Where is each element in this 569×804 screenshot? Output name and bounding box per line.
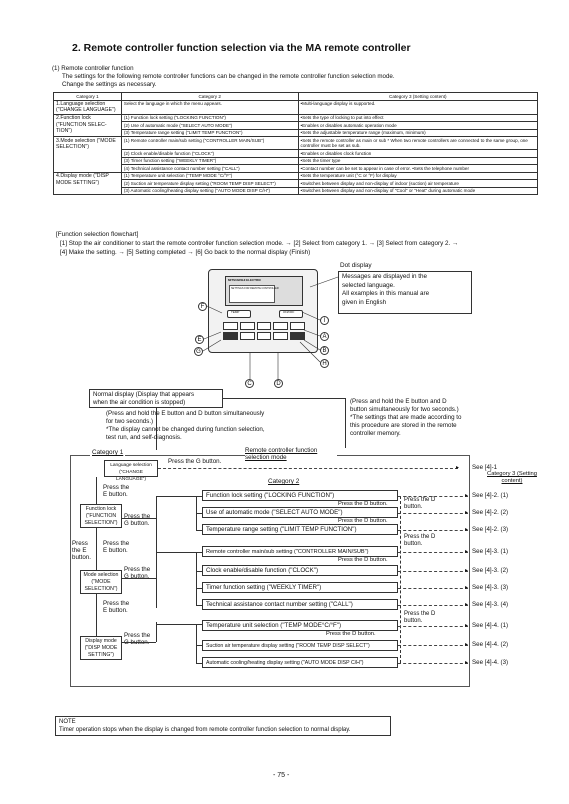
callout-a: A <box>320 332 329 341</box>
dot-display-line: selected language. <box>342 281 395 289</box>
table-cell: (3) Temperature range setting ("LIMIT TEMP FUNCTION") <box>121 129 298 137</box>
display-mode-box <box>80 636 122 660</box>
table-cell: 2.Function lock ("FUNCTION SELEC- TION") <box>54 114 122 137</box>
left-note-line: test run, and self-diagnosis. <box>106 434 182 441</box>
press-e-label: Press the E button. <box>103 484 130 498</box>
table-cell: 3.Mode selection ("MODE SELECTION") <box>54 137 122 173</box>
function-lock-line: ("FUNCTION <box>85 513 117 519</box>
dot-display-line: All examples in this manual are <box>342 290 430 298</box>
callout-g: G <box>194 347 203 356</box>
table-cell: 1.Language selection ("CHANGE LANGUAGE") <box>54 100 122 114</box>
cat2-item: Suction air temperature display setting ("ROOM TEMP DISP SELECT") <box>202 640 398 651</box>
flowchart-title: [Function selection flowchart] <box>56 231 139 238</box>
ref-label: See [4]-4. (3) <box>472 659 509 666</box>
callout-b: B <box>320 346 329 355</box>
onoff-button-label: ON/OFF <box>283 310 295 314</box>
table-cell: (1) Temperature unit selection ("TEMP MODE °C/°F") <box>121 172 298 180</box>
callout-i: I <box>320 316 329 325</box>
table-header: Category 3 (Setting content) <box>298 93 537 101</box>
mode-selection-line: SELECTION") <box>84 586 118 592</box>
remote-screen-text: SETTINGS FOR REMOTE CONTROLLER <box>231 287 279 290</box>
language-box-line: ("CHANGE LANGUAGE") <box>116 470 146 482</box>
table-cell: (1) Function lock setting ("LOCKING FUNCTION") <box>121 114 298 122</box>
left-note <box>106 410 265 442</box>
press-g-label: Press the G button. <box>124 513 151 527</box>
ref-label: See [4]-3. (3) <box>472 584 509 591</box>
press-e-label: Press the E button. <box>103 600 130 614</box>
cat2-item: Technical assistance contact number setting ("CALL") <box>202 599 398 610</box>
press-g-label: Press the G button. <box>124 566 151 580</box>
cat2-item: Timer function setting ("WEEKLY TIMER") <box>202 582 398 593</box>
display-mode-line: SETTING") <box>87 652 115 658</box>
mode-selection-box <box>80 570 122 594</box>
ref-label: See [4]-2. (1) <box>472 492 509 499</box>
callout-f: F <box>198 302 207 311</box>
cat2-item: Use of automatic mode ("SELECT AUTO MODE") <box>202 507 398 518</box>
flowchart-step-line-2: [4] Make the setting. → [5] Setting completed → [6] Go back to the normal display (Finish) <box>60 249 311 256</box>
note-box <box>55 716 391 736</box>
ref-label: See [4]-1 <box>472 464 498 471</box>
category-2-label: Category 2 <box>268 478 300 485</box>
table-cell: •Sets the adjustable temperature range (maximum, minimum) <box>298 129 537 137</box>
table-cell: •Sets the type of locking to put into effect <box>298 114 537 122</box>
table-cell: •Switches between display and non-display of "Cool" or "Heat" during automatic mode <box>298 187 537 195</box>
press-d-label: Press the D button. <box>404 497 436 510</box>
table-cell: •Multi-language display is supported. <box>298 100 537 114</box>
table-cell: (3) Timer function setting ("WEEKLY TIMER") <box>121 157 298 165</box>
table-cell: (1) Remote controller main/sub setting ("CONTROLLER MAIN/SUB") <box>121 137 298 150</box>
press-g-label: Press the G button. <box>168 458 222 465</box>
normal-display-line: when the air condition is stopped) <box>93 399 186 406</box>
left-note-line: (Press and hold the E button and D button simultaneously <box>106 410 265 417</box>
press-d-label: Press the D button. <box>338 501 388 507</box>
cat2-item: Temperature unit selection ("TEMP MODE°C/°F") <box>202 620 398 631</box>
flowchart-step-line-1: [1] Stop the air conditioner to start the remote controller function selection mode. → [2] Select from category 1. → [3] Select from category 2. → <box>60 240 459 247</box>
table-cell: •Sets the remote controller as main or sub * When two remote controllers are connected to the same group, one controller must be set as sub. <box>298 137 537 150</box>
dot-display-line: given in English <box>342 298 387 306</box>
function-lock-line: SELECTION") <box>84 520 118 526</box>
press-d-label: Press the D button. <box>404 611 436 624</box>
left-note-line: *The display cannot be changed during function selection, <box>106 426 265 433</box>
ref-label: See [4]-2. (3) <box>472 526 509 533</box>
press-d-label: Press the D button. <box>326 631 376 637</box>
table-cell: Select the language in which the menu appears. <box>121 100 298 114</box>
intro-text-2: Change the settings as necessary. <box>62 81 157 88</box>
rc-func-mode-label: Remote controller function selection mode <box>245 447 337 461</box>
dot-display-title: Dot display <box>340 262 372 269</box>
intro-text-1: The settings for the following remote controller functions can be changed in the remote controller function selection mode. <box>62 73 395 80</box>
display-mode-line: ("DISP MODE <box>84 645 118 651</box>
left-note-line: for two seconds.) <box>106 418 154 425</box>
section-title: 2. Remote controller function selection via the MA remote controller <box>72 42 411 54</box>
page-number: - 75 - <box>273 772 290 779</box>
table-cell: •Contact number can be set to appear in case of error. •Sets the telephone number <box>298 165 537 173</box>
language-selection-box <box>104 460 158 482</box>
mode-selection-line: ("MODE <box>91 579 111 585</box>
note-text: Timer operation stops when the display is changed from remote controller function selection to normal display. <box>59 727 351 733</box>
press-e-label: Press the E button. <box>103 540 130 554</box>
table-cell: •Switches between display and non-display of indoor (suction) air temperature <box>298 180 537 188</box>
callout-h: H <box>320 359 329 368</box>
press-d-label: Press the D button. <box>338 518 388 524</box>
right-note-line: button simultaneously for two seconds.) <box>350 406 459 413</box>
normal-display-line: Normal display (Display that appears <box>93 391 195 398</box>
callout-d: D <box>274 379 283 388</box>
right-note-line: (Press and hold the E button and D <box>350 398 447 405</box>
mode-selection-line: Mode selection <box>83 572 119 578</box>
right-note-line: controller memory. <box>350 430 401 437</box>
table-cell: •Sets the timer type <box>298 157 537 165</box>
press-g-label: Press the G button. <box>124 632 151 646</box>
table-cell: •Enables or disables automatic operation mode <box>298 122 537 130</box>
sub-heading: (1) Remote controller function <box>52 65 134 72</box>
cat2-item: Automatic cooling/heating display setting ("AUTO MODE DISP C/H") <box>202 657 398 668</box>
table-cell: 4.Display mode ("DISP MODE SETTING") <box>54 172 122 195</box>
category-1-label: Category 1 <box>92 449 124 456</box>
remote-brand: MITSUBISHI ELECTRIC <box>228 278 262 282</box>
ref-label: See [4]-3. (1) <box>472 548 509 555</box>
press-d-label: Press the D button. <box>338 557 388 563</box>
note-title: NOTE <box>59 719 76 725</box>
right-note-line: this procedure are stored in the remote <box>350 422 457 429</box>
ref-label: See [4]-4. (2) <box>472 641 509 648</box>
temp-button-label: TEMP <box>231 310 240 314</box>
dot-display-line: Messages are displayed in the <box>342 273 428 280</box>
table-cell: (2) Clock enable/disable function ("CLOCK") <box>121 150 298 158</box>
cat2-item: Clock enable/disable function ("CLOCK") <box>202 565 398 576</box>
press-e-label: Press the E button. <box>72 540 91 561</box>
right-note-line: *The settings that are made according to <box>350 414 462 421</box>
right-note <box>350 398 461 438</box>
table-header: Category 2 <box>121 93 298 101</box>
cat2-item: Function lock setting ("LOCKING FUNCTION") <box>202 490 398 501</box>
ref-label: See [4]-2. (2) <box>472 509 509 516</box>
normal-display-box <box>89 389 223 408</box>
table-cell: •Enables or disables clock function <box>298 150 537 158</box>
callout-e: E <box>195 335 204 344</box>
table-cell: (4) Technical assistance contact number setting ("CALL") <box>121 165 298 173</box>
category-3-label: Category 3 (Setting content) <box>487 471 537 484</box>
language-box-line: Language selection <box>110 463 152 468</box>
display-mode-line: Display mode <box>85 638 117 644</box>
ref-label: See [4]-3. (4) <box>472 601 509 608</box>
dot-display-box <box>338 271 472 314</box>
table-cell: •Sets the temperature unit (°C or °F) for display <box>298 172 537 180</box>
function-lock-line: Function lock <box>85 506 117 512</box>
table-cell: (2) Suction air temperature display setting ("ROOM TEMP DISP SELECT") <box>121 180 298 188</box>
press-d-label: Press the D button. <box>404 534 436 547</box>
cat2-item: Temperature range setting ("LIMIT TEMP FUNCTION") <box>202 524 398 535</box>
cat2-item: Remote controller main/sub setting ("CONTROLLER MAIN/SUB") <box>202 546 398 557</box>
table-cell: (3) Automatic cooling/heating display setting ("AUTO MODE DISP C/H") <box>121 187 298 195</box>
table-cell: (2) Use of automatic mode ("SELECT AUTO MODE") <box>121 122 298 130</box>
table-header: Category 1 <box>54 93 122 101</box>
ref-label: See [4]-3. (2) <box>472 567 509 574</box>
ref-label: See [4]-4. (1) <box>472 622 509 629</box>
function-lock-box <box>80 504 122 528</box>
callout-c: C <box>245 379 254 388</box>
